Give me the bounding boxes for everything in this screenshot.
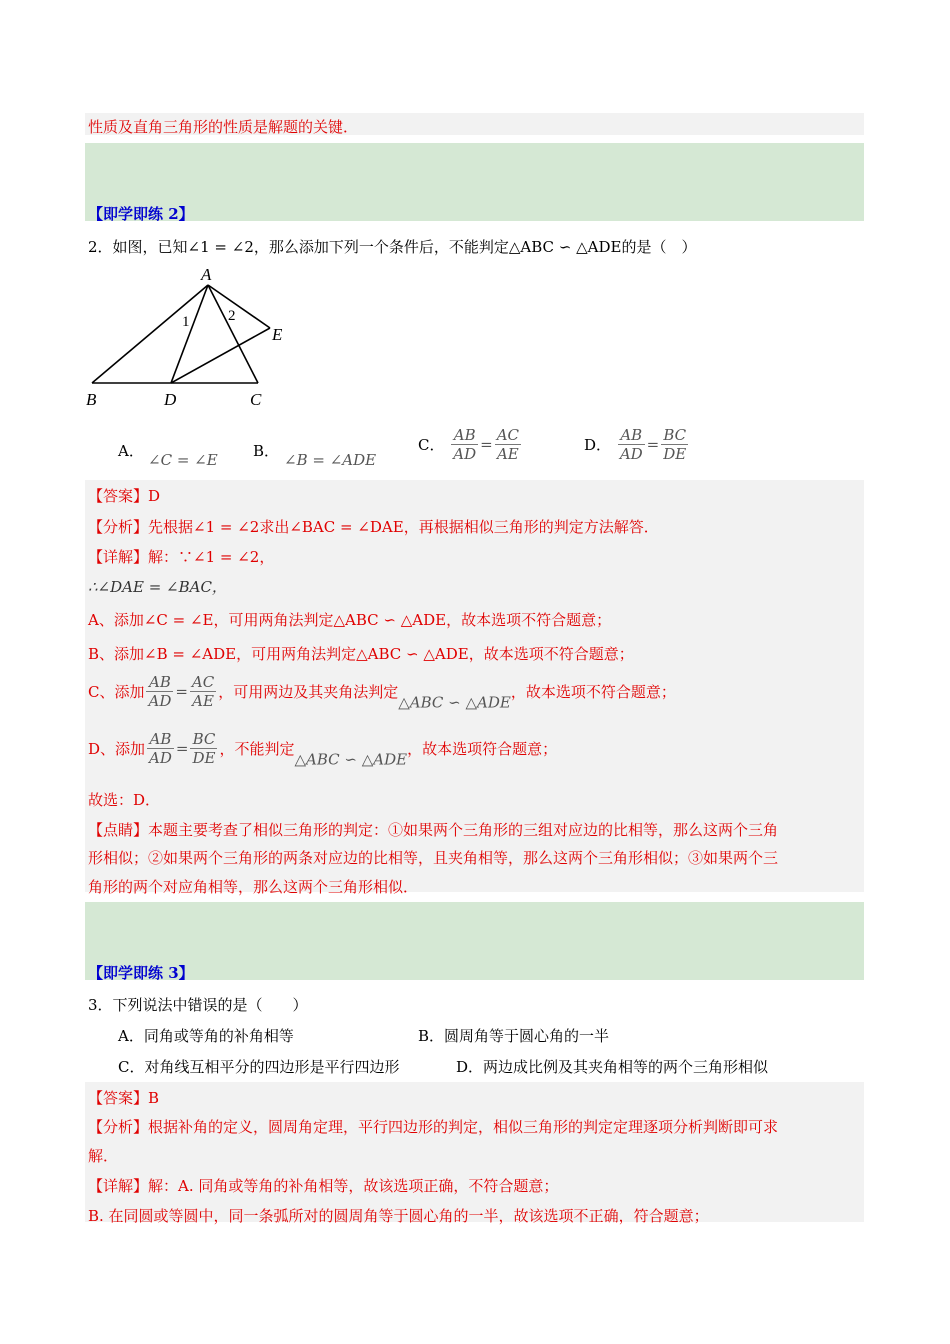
practice2-question: 2．如图，已知∠1 = ∠2，那么添加下列一个条件后，不能判定△ABC ∽ △ADE的是（ ） (88, 238, 697, 256)
practice2-comment-1: 【点睛】本题主要考查了相似三角形的判定：①如果两个三角形的三组对应边的比相等，那么这两个三角 (88, 821, 779, 839)
option-a (118, 440, 144, 461)
practice2-header: 【即学即练 2】 (88, 205, 194, 223)
option-d: D． $\frac{AB}{AD}$ = $\frac{BC}{DE}$ (584, 426, 687, 463)
label-B: B (86, 390, 97, 409)
practice3-analysis-2: 解． (88, 1147, 119, 1165)
practice3-analysis-1: 【分析】根据补角的定义，圆周角定理，平行四边形的判定，相似三角形的判定定理逐项分析判断即可求 (88, 1118, 779, 1136)
option-b (253, 440, 279, 461)
option-a-label: A． (118, 442, 144, 460)
option-b-label: B． (253, 442, 280, 460)
angle-1-label: 1 (182, 314, 190, 330)
label-E: E (272, 325, 283, 344)
practice2-comment-3: 角形的两个对应角相等，那么这两个三角形相似． (88, 878, 419, 896)
practice3-option-b: B．圆周角等于圆心角的一半 (418, 1027, 610, 1045)
practice2-detail-a: A、添加∠C = ∠E，可用两角法判定△ABC ∽ △ADE，故本选项不符合题意； (88, 611, 612, 629)
practice3-header: 【即学即练 3】 (88, 964, 194, 982)
practice2-detail-1: ∴∠DAE = ∠BAC， (88, 578, 227, 596)
option-a-expr: ∠C = ∠E (148, 451, 218, 469)
practice2-detail-head: 【详解】解：∵∠1 = ∠2， (88, 548, 275, 566)
practice2-analysis: 【分析】先根据∠1 = ∠2求出∠BAC = ∠DAE，再根据相似三角形的判定方法解答． (88, 518, 659, 536)
practice2-detail-d: D、添加 $\frac{AB}{AD}$ = $\frac{BC}{DE}$ ，不能判定△ABC ∽ △ADE，故本选项符合题意； (88, 730, 558, 769)
practice3-solution-block (85, 1082, 864, 1222)
option-d-frac1: $\frac{AB}{AD}$ (619, 426, 643, 463)
practice2-detail-b: B、添加∠B = ∠ADE，可用两角法判定△ABC ∽ △ADE，故本选项不符合题意； (88, 645, 634, 663)
practice3-answer: 【答案】B (88, 1089, 160, 1107)
option-c-label: C． (418, 436, 445, 454)
practice3-option-d: D．两边成比例及其夹角相等的两个三角形相似 (456, 1058, 769, 1076)
practice3-detail-2: B. 在同圆或等圆中，同一条弧所对的圆周角等于圆心角的一半，故该选项不正确，符合题意； (88, 1207, 709, 1225)
option-c: C． $\frac{AB}{AD}$ = $\frac{AC}{AE}$ (418, 426, 520, 463)
triangle-figure (80, 262, 300, 412)
angle-2-label: 2 (228, 308, 236, 324)
practice2-comment-2: 形相似；②如果两个三角形的两条对应边的比相等，且夹角相等，那么这两个三角形相似；③如果两个三 (88, 849, 779, 867)
practice3-option-a: A．同角或等角的补角相等 (118, 1027, 294, 1045)
practice3-banner (85, 902, 864, 980)
practice2-answer: 【答案】D (88, 487, 161, 505)
practice3-question: 3．下列说法中错误的是（ ） (88, 996, 308, 1014)
option-b-expr: ∠B = ∠ADE (284, 451, 377, 469)
practice2-detail-c: C、添加 $\frac{AB}{AD}$ = $\frac{AC}{AE}$ ，可用两边及其夹角法判定△ABC ∽ △ADE，故本选项不符合题意； (88, 673, 676, 712)
practice3-option-c: C．对角线互相平分的四边形是平行四边形 (118, 1058, 400, 1076)
option-d-frac2: $\frac{BC}{DE}$ (663, 426, 687, 463)
option-c-frac1: $\frac{AB}{AD}$ (453, 426, 477, 463)
prev-tail-text: 性质及直角三角形的性质是解题的关键． (88, 118, 359, 136)
option-d-label: D． (584, 436, 612, 454)
label-A: A (201, 265, 212, 284)
option-c-frac2: $\frac{AC}{AE}$ (496, 426, 520, 463)
practice2-banner (85, 143, 864, 221)
practice3-detail-1: 【详解】解：A. 同角或等角的补角相等，故该选项正确，不符合题意； (88, 1177, 559, 1195)
label-C: C (250, 390, 262, 409)
practice2-choose: 故选：D． (88, 791, 161, 809)
label-D: D (164, 390, 177, 409)
